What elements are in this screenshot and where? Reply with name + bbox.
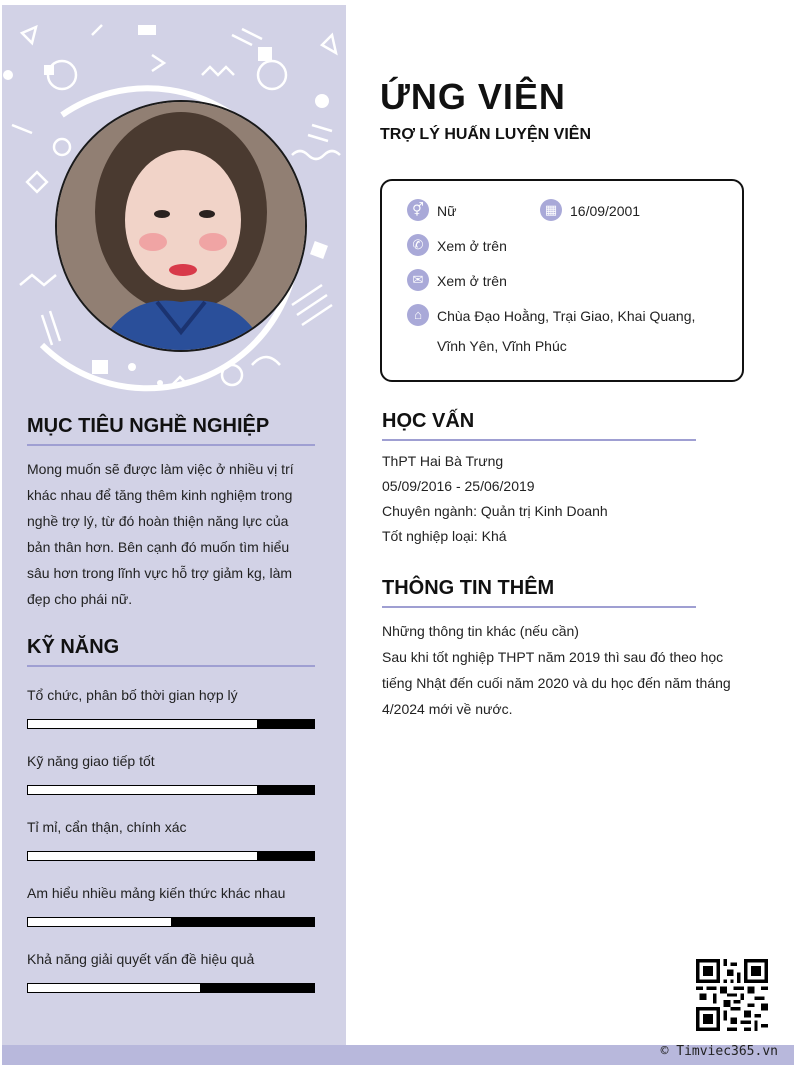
education-school: ThPT Hai Bà Trưng (382, 453, 504, 469)
skill-level-fill (28, 720, 257, 728)
additional-info-text: Sau khi tốt nghiệp THPT năm 2019 thì sau đó theo học tiếng Nhật đến cuối năm 2020 và du học đến năm tháng 4/2024 mới về nước. (382, 649, 731, 717)
skill-level-bar (27, 719, 315, 729)
address-value: Chùa Đạo Hoằng, Trại Giao, Khai Quang, Vĩnh Yên, Vĩnh Phúc (437, 308, 696, 354)
phone-icon: ✆ (407, 234, 429, 256)
skill-level-fill (28, 918, 171, 926)
skill-name: Am hiểu nhiều mảng kiến thức khác nhau (27, 885, 286, 901)
skill-name: Khả năng giải quyết vấn đề hiệu quả (27, 951, 255, 967)
additional-info-section (382, 577, 752, 722)
birthday-value: 16/09/2001 (570, 203, 641, 219)
skill-level-fill (28, 786, 257, 794)
education-grade: Tốt nghiệp loại: Khá (382, 528, 507, 544)
skills-title: KỸ NĂNG (27, 636, 315, 667)
skills-section (27, 636, 315, 667)
objective-text: Mong muốn sẽ được làm việc ở nhiều vị trí khác nhau để tăng thêm kinh nghiệm trong nghề trợ lý, từ đó hoàn thiện năng lực của bản thân hơn. Bên cạnh đó muốn tìm hiểu sâu hơn trong lĩnh vực hỗ trợ giảm kg, làm đẹp cho phái nữ. (27, 461, 294, 607)
sidebar (2, 5, 346, 1045)
profile-photo (55, 100, 307, 352)
candidate-name: ỨNG VIÊN (380, 76, 566, 117)
email-value: Xem ở trên (437, 273, 507, 289)
gender-icon: ⚥ (407, 199, 429, 221)
skill-item (27, 687, 315, 703)
skill-name: Tổ chức, phân bố thời gian hợp lý (27, 687, 238, 703)
calendar-icon: ▦ (540, 199, 562, 221)
education-period: 05/09/2016 - 25/06/2019 (382, 478, 535, 494)
skill-name: Kỹ năng giao tiếp tốt (27, 753, 155, 769)
objective-title: MỤC TIÊU NGHỀ NGHIỆP (27, 415, 315, 446)
skill-level-bar (27, 851, 315, 861)
contact-info-box (380, 179, 744, 382)
skill-level-bar (27, 785, 315, 795)
qr-code (696, 959, 768, 1031)
candidate-position: TRỢ LÝ HUẤN LUYỆN VIÊN (380, 126, 591, 143)
skill-name: Tỉ mỉ, cẩn thận, chính xác (27, 819, 187, 835)
skill-item (27, 951, 315, 967)
objective-section (27, 415, 315, 612)
home-icon: ⌂ (407, 304, 429, 326)
skill-level-fill (28, 852, 257, 860)
phone-value: Xem ở trên (437, 238, 507, 254)
additional-info-title: THÔNG TIN THÊM (382, 577, 696, 608)
education-section (382, 410, 696, 549)
additional-info-subtitle: Những thông tin khác (nếu cần) (382, 623, 579, 639)
footer-copyright: © Timviec365.vn (660, 1044, 778, 1059)
skill-level-fill (28, 984, 200, 992)
education-title: HỌC VẤN (382, 410, 696, 441)
skill-item (27, 885, 315, 901)
email-icon: ✉ (407, 269, 429, 291)
education-major: Chuyên ngành: Quản trị Kinh Doanh (382, 503, 608, 519)
skill-item (27, 819, 315, 835)
skill-level-bar (27, 983, 315, 993)
gender-value: Nữ (437, 203, 457, 219)
skill-level-bar (27, 917, 315, 927)
skill-item (27, 753, 315, 769)
